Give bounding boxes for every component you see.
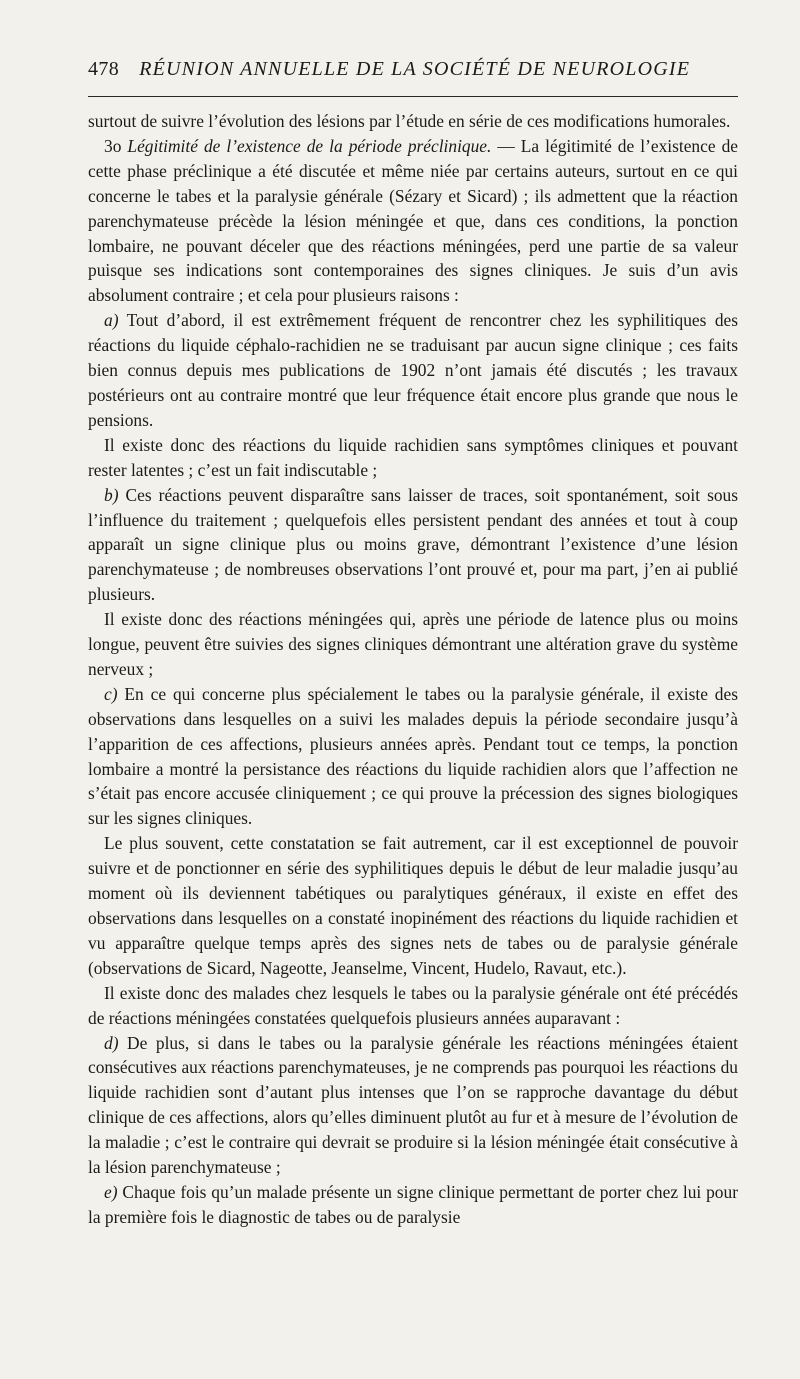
- paragraph-item-d: [88, 1031, 738, 1180]
- item-marker: a): [104, 310, 119, 331]
- paragraph: Il existe donc des réactions méningées qui, après une période de latence plus ou moins longue, peuvent être suivies des signes cliniques démontrant une altération grave du système nerveux ;: [88, 609, 738, 679]
- running-header: [88, 58, 738, 92]
- paragraph-text: Chaque fois qu’un malade présente un signe clinique permettant de porter chez lui pour la première fois le diagnostic de tabes ou de paralysie: [88, 1181, 738, 1227]
- paragraph: Le plus souvent, cette constatation se fait autrement, car il est exceptionnel de pouvoir suivre et de ponctionner en série des syphilitiques depuis le début de leur maladie jusqu’au moment où ils deviennent tabétiques ou paralytiques généraux, il existe en effet des observations dans lesquelles on a constaté inopinément des réactions du liquide rachidien et vu apparaître quelque temps après des signes nets de tabes ou de paralysie générale (observations de Sicard, Nageotte, Jeanselme, Vincent, Hudelo, Ravaut, etc.).: [88, 833, 738, 978]
- paragraph-text: Tout d’abord, il est extrêmement fréquent de rencontrer chez les syphilitiques des réactions du liquide céphalo-rachidien ne se traduisant par aucun signe clinique ; ces faits bien connus depuis mes publications de 1902 n’ont jamais été discutés ; les travaux postérieurs ont au contraire montré que leur fréquence était encore plus grande que nous le pensions.: [88, 310, 738, 430]
- item-marker: c): [104, 683, 118, 704]
- paragraph-text: Ces réactions peuvent disparaître sans laisser de traces, soit spontanément, soit sous l’influence du traitement ; quelquefois elles persistent pendant des années et tout à coup apparaît un signe clinique plus ou moins grave, démontrant l’existence d’une lésion parenchymateuse ; de nombreuses observations l’ont prouvé et, pour ma part, j’en ai publié plusieurs.: [88, 484, 738, 605]
- paragraph: Il existe donc des malades chez lesquels le tabes ou la paralysie générale ont été précédés de réactions méningées constatées quelquefois plusieurs années auparavant :: [88, 982, 738, 1028]
- running-title: RÉUNION ANNUELLE DE LA SOCIÉTÉ DE NEUROLOGIE: [139, 58, 691, 80]
- paragraph-item-a: [88, 308, 738, 433]
- section-number: 3o: [104, 135, 122, 156]
- paragraph: Il existe donc des réactions du liquide rachidien sans symptômes cliniques et pouvant rester latentes ; c’est un fait indiscutable ;: [88, 434, 738, 480]
- paragraph-text: De plus, si dans le tabes ou la paralysie générale les réactions méningées étaient consécutives aux réactions parenchymateuses, je ne comprends pas pourquoi les réactions du liquide rachidien sont d’autant plus intenses que l’on se rapproche davantage du début clinique de ces affections, alors qu’elles diminuent plutôt au fur et à mesure de l’évolution de la maladie ; c’est le contraire qui devrait se produire si la lésion méningée était consécutive à la lésion parenchymateuse ;: [88, 1032, 738, 1178]
- page-number: 478: [88, 58, 120, 80]
- paragraph-item-c: [88, 682, 738, 831]
- paragraph-item-e: [88, 1180, 738, 1230]
- paragraph-text: En ce qui concerne plus spécialement le tabes ou la paralysie générale, il existe des observations dans lesquelles on a suivi les malades depuis la période secondaire jusqu’à l’apparition de ces affections, plusieurs années après. Pendant tout ce temps, la ponction lombaire a montré la persistance des réactions du liquide rachidien alors que l’affection ne s’était pas encore accusée cliniquement ; ce qui prouve la précession des signes biologiques sur les signes cliniques.: [88, 683, 738, 829]
- item-marker: b): [104, 484, 119, 505]
- paragraph-section-3: [88, 134, 738, 308]
- item-marker: d): [104, 1032, 119, 1053]
- page: [88, 58, 738, 1230]
- paragraph: surtout de suivre l’évolution des lésions par l’étude en série de ces modifications humorales.: [88, 111, 731, 131]
- header-rule: [88, 96, 738, 97]
- paragraph-text: — La légitimité de l’existence de cette phase préclinique a été discutée et même niée par certains auteurs, surtout en ce qui concerne le tabes et la paralysie générale (Sézary et Sicard) ; ils admettent que la réaction parenchymateuse précède la lésion méningée et que, dans ces conditions, la ponction lombaire, ne pouvant déceler que des réactions méningées, perd une partie de sa valeur puisque ses indications sont contemporaines des signes cliniques. Je suis d’un avis absolument contraire ; et cela pour plusieurs raisons :: [88, 135, 738, 306]
- section-heading: Légitimité de l’existence de la période préclinique.: [127, 135, 492, 156]
- paragraph-item-b: [88, 483, 738, 608]
- item-marker: e): [104, 1181, 118, 1202]
- body-text: [88, 109, 738, 1230]
